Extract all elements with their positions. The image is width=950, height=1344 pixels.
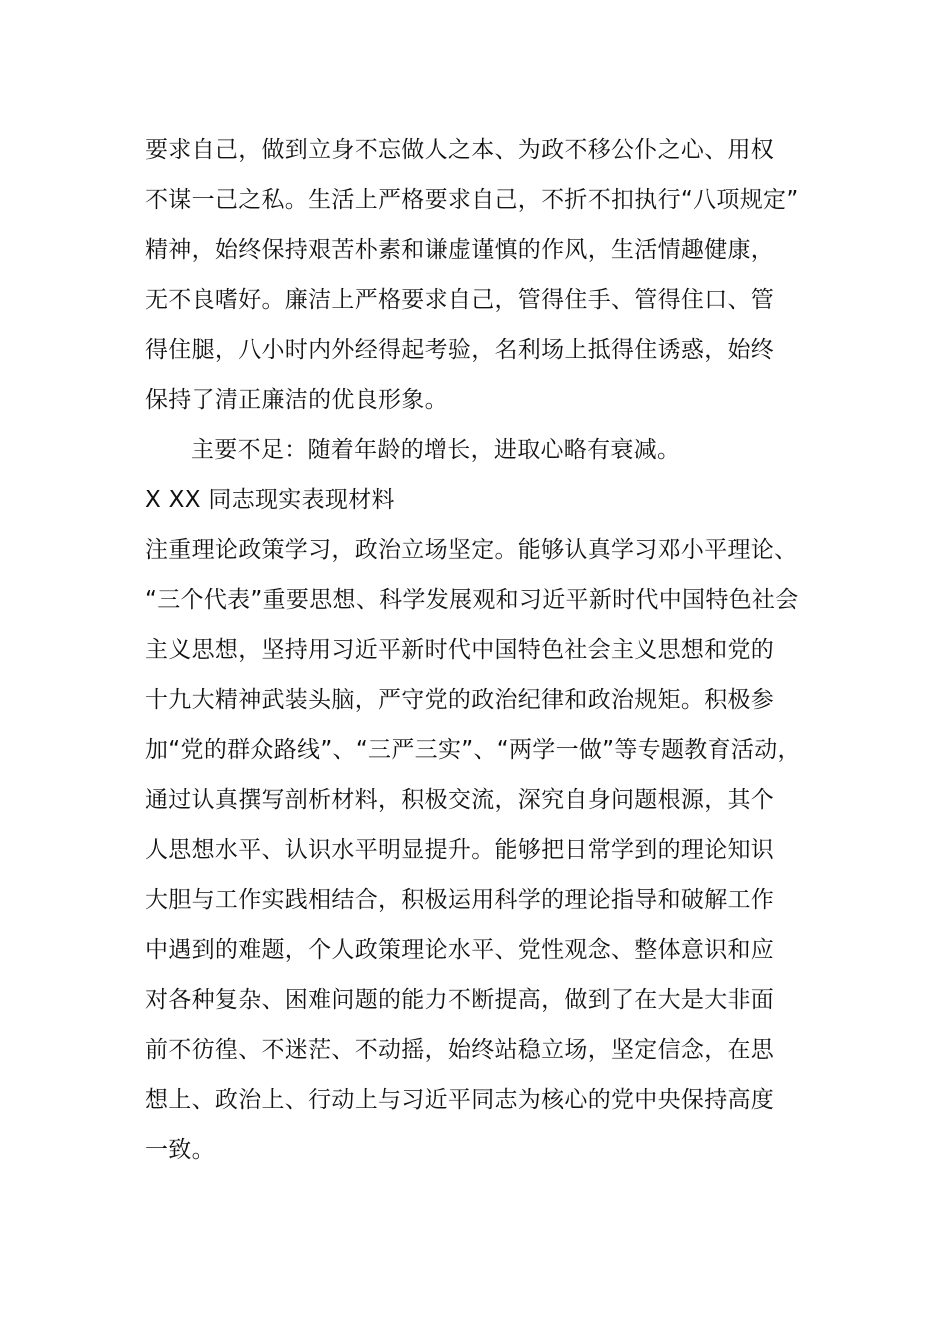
shortcoming-paragraph: 主要不足：随着年龄的增长，进取心略有衰减。 [191, 437, 681, 463]
text-line: 中遇到的难题，个人政策理论水平、党性观念、整体意识和应 [145, 937, 775, 963]
text-line: 精神，始终保持艰苦朴素和谦虚谨慎的作风，生活情趣健康， [145, 237, 775, 263]
text-line: 无不良嗜好。廉洁上严格要求自己，管得住手、管得住口、管 [145, 287, 775, 313]
text-line: 大胆与工作实践相结合，积极运用科学的理论指导和破解工作 [145, 887, 775, 913]
text-line: 保持了清正廉洁的优良形象。 [145, 387, 448, 413]
text-line: 通过认真撰写剖析材料，积极交流，深究自身问题根源，其个 [145, 787, 775, 813]
text-line: 不谋一己之私。生活上严格要求自己，不折不扣执行“八项规定” [145, 187, 799, 213]
text-line: 加“党的群众路线”、“三严三实”、“两学一做”等专题教育活动， [145, 737, 801, 763]
text-line: 十九大精神武装头脑，严守党的政治纪律和政治规矩。积极参 [145, 687, 775, 713]
text-line: 一致。 [145, 1137, 215, 1163]
section-heading: X XX 同志现实表现材料 [145, 487, 395, 513]
text-line: “三个代表”重要思想、科学发展观和习近平新时代中国特色社会 [145, 587, 799, 613]
text-line: 前不彷徨、不迷茫、不动摇，始终站稳立场，坚定信念，在思 [145, 1037, 775, 1063]
text-line: 对各种复杂、困难问题的能力不断提高，做到了在大是大非面 [145, 987, 775, 1013]
text-line: 主义思想，坚持用习近平新时代中国特色社会主义思想和党的 [145, 637, 775, 663]
text-line: 注重理论政策学习，政治立场坚定。能够认真学习邓小平理论、 [145, 537, 798, 563]
text-line: 要求自己，做到立身不忘做人之本、为政不移公仆之心、用权 [145, 137, 775, 163]
text-line: 想上、政治上、行动上与习近平同志为核心的党中央保持高度 [145, 1087, 775, 1113]
text-line: 得住腿，八小时内外经得起考验，名利场上抵得住诱惑，始终 [145, 337, 775, 363]
text-line: 人思想水平、认识水平明显提升。能够把日常学到的理论知识 [145, 837, 775, 863]
